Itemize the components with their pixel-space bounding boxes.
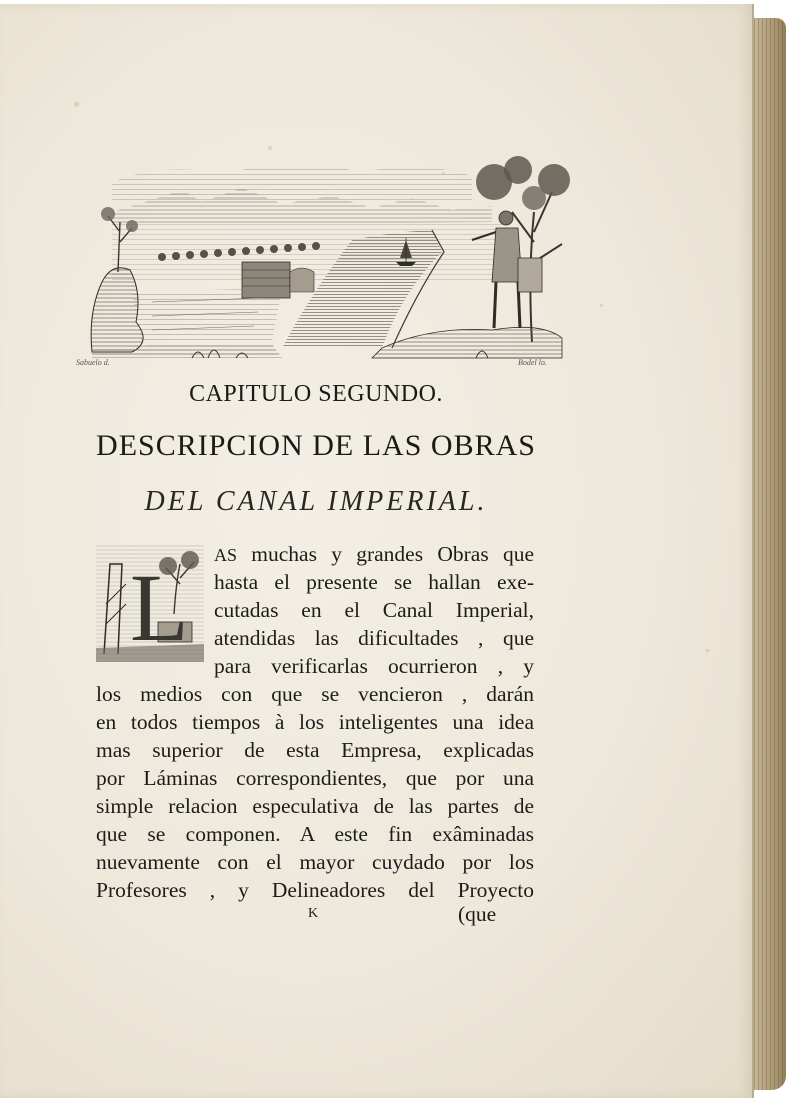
headpiece-engraving [72, 152, 570, 370]
body-line-12: nuevamente con el mayor cuydado por los [96, 850, 534, 874]
chapter-label: CAPITULO SEGUNDO. [189, 381, 443, 407]
engraver-signature-right: Bodel lo. [518, 358, 547, 367]
engraver-signature-left: Sabuelo d. [76, 358, 110, 367]
body-line-10: simple relacion especulativa de las partes de [96, 794, 534, 818]
body-line-11: que se componen. A este fin exâminadas [96, 822, 534, 846]
body-line-2: hasta el presente se hallan exe- [214, 570, 534, 594]
body-line-9: por Láminas correspondientes, que por una [96, 766, 534, 790]
body-line-3: cutadas en el Canal Imperial, [214, 598, 534, 622]
drop-cap-letter: L [130, 554, 189, 661]
chapter-title: DESCRIPCION DE LAS OBRAS [96, 429, 536, 462]
body-line-1-text: muchas y grandes Obras que [237, 542, 534, 566]
body-line-5: para verificarlas ocurrieron , y [214, 654, 534, 678]
book-page [0, 4, 754, 1098]
body-line-1 [214, 544, 534, 566]
body-line-13: Profesores , y Delineadores del Proyecto [96, 878, 534, 902]
body-line-7: en todos tiempos à los inteligentes una idea [96, 710, 534, 734]
body-line-6: los medios con que se vencieron , darán [96, 682, 534, 706]
first-word-small-caps: AS [214, 545, 238, 565]
signature-mark: K [308, 906, 319, 921]
foxing-spot [600, 304, 603, 307]
body-line-4: atendidas las dificultades , que [214, 626, 534, 650]
catchword: (que [458, 902, 497, 926]
body-line-8: mas superior de esta Empresa, explicadas [96, 738, 534, 762]
chapter-subtitle: DEL CANAL IMPERIAL. [144, 486, 488, 517]
foxing-spot [74, 102, 79, 107]
foxing-spot [268, 146, 272, 150]
foxing-spot [706, 649, 709, 652]
